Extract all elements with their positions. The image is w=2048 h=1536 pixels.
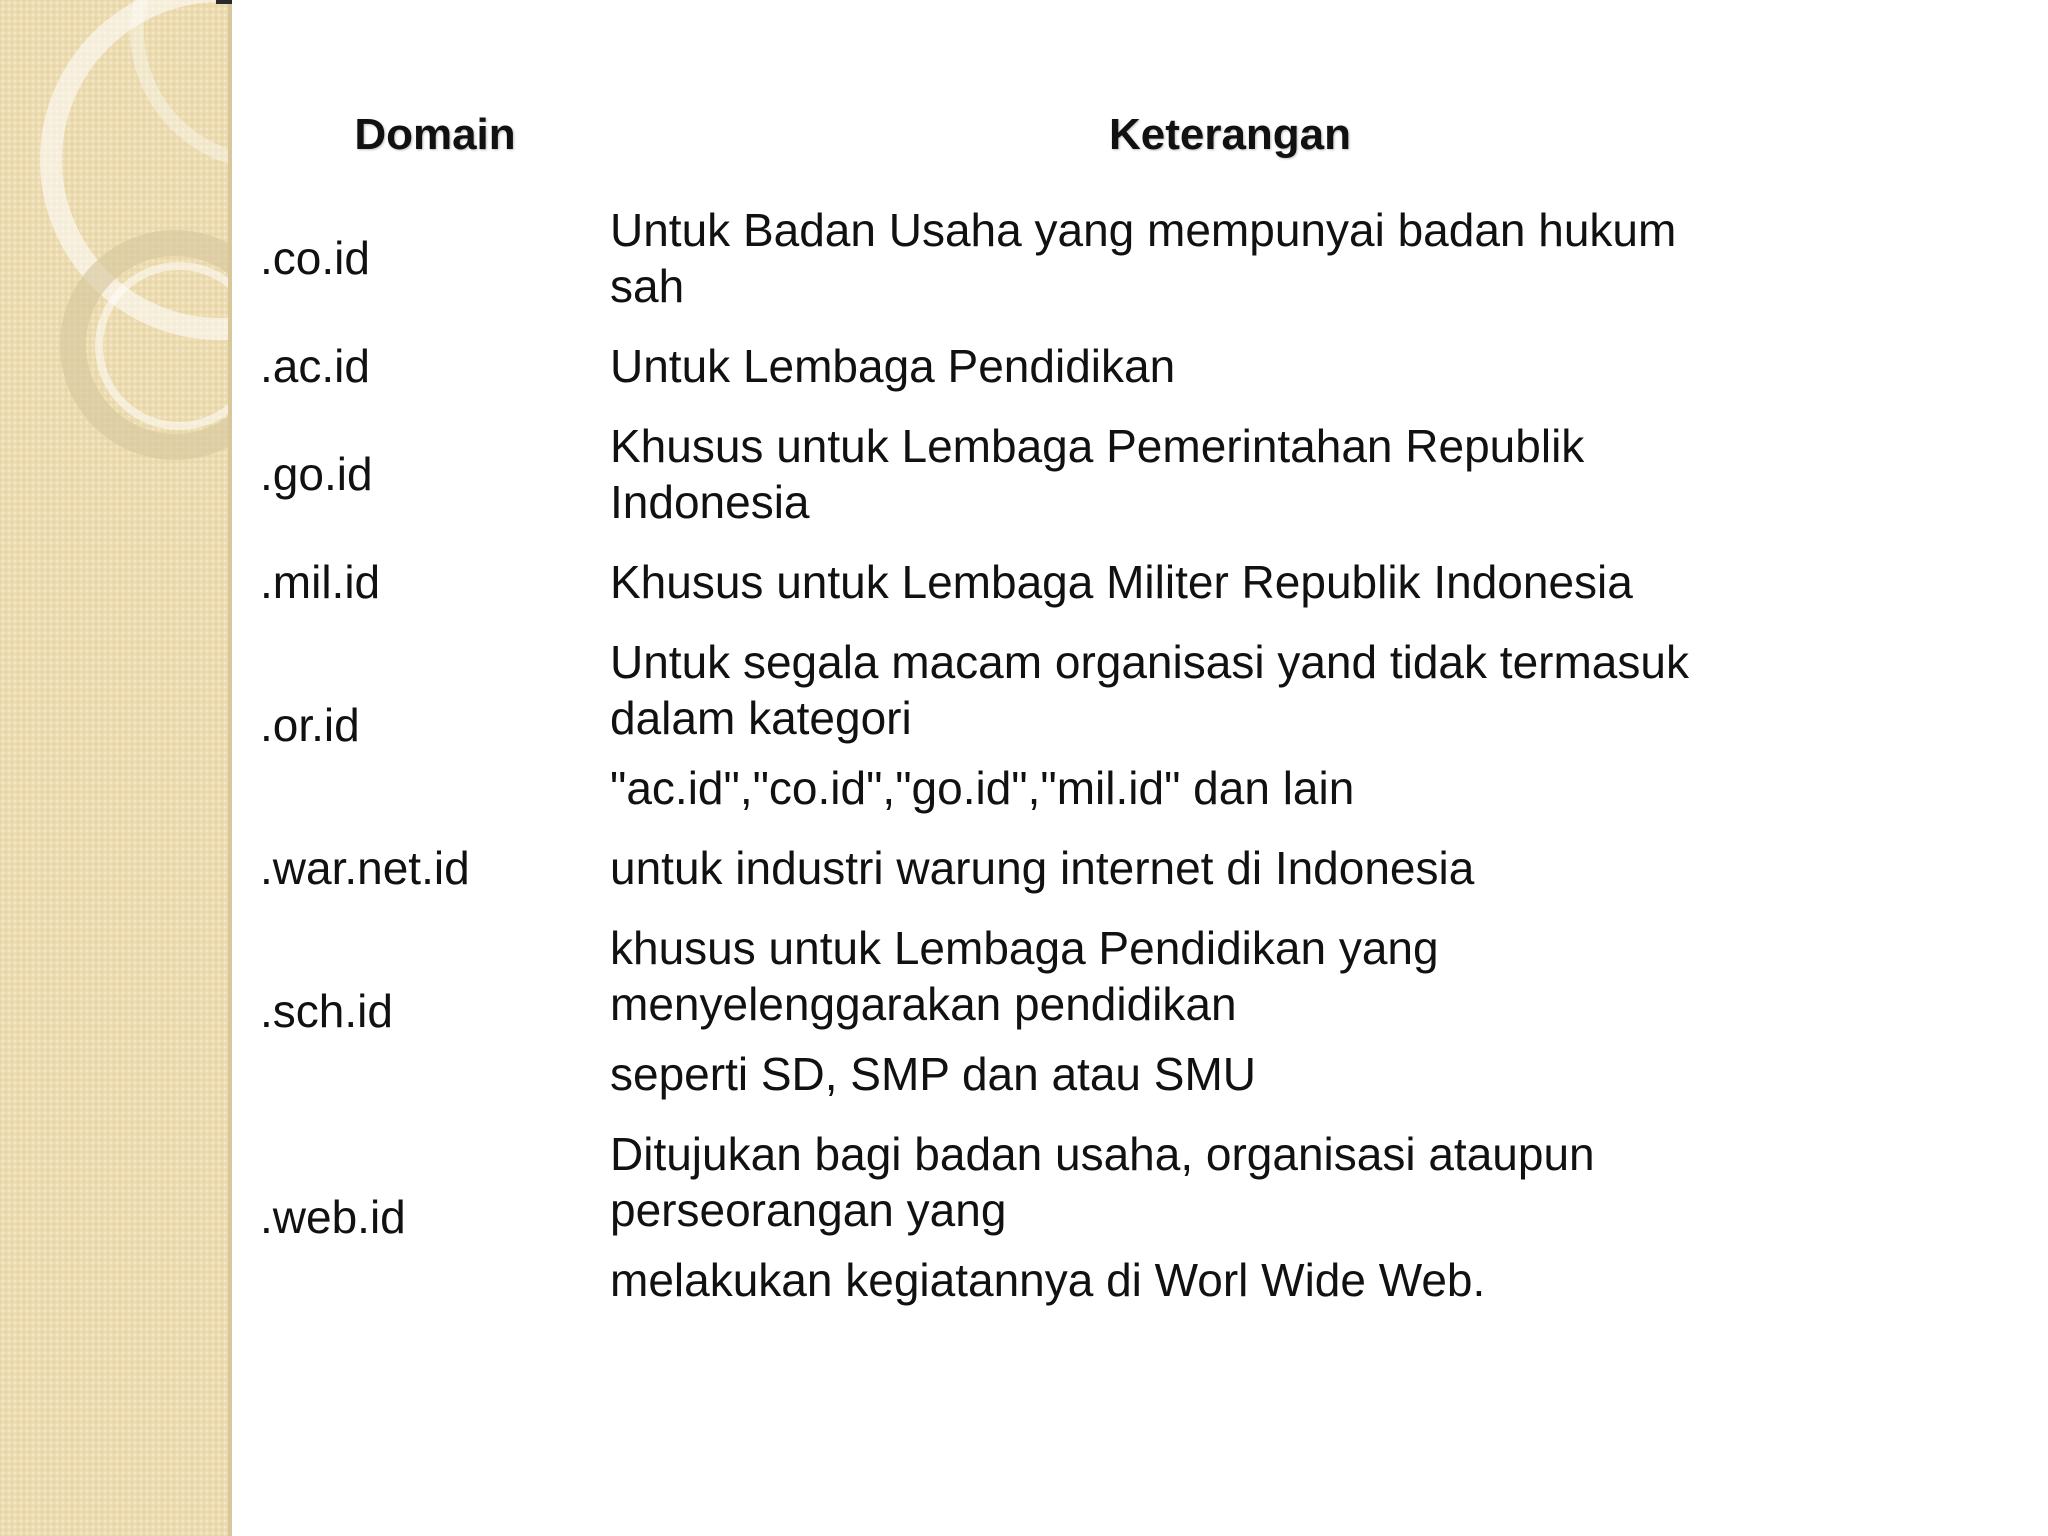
description-cell — [610, 908, 1850, 1114]
description-cell — [610, 190, 1850, 326]
table-row — [260, 828, 1850, 908]
header-domain: Domain — [354, 110, 516, 159]
description-cell — [610, 828, 1850, 908]
description-line: khusus untuk Lembaga Pendidikan yang — [610, 922, 1439, 974]
description-line: seperti SD, SMP dan atau SMU — [610, 1048, 1256, 1100]
header-description: Keterangan — [1108, 110, 1352, 159]
description-cell — [610, 1114, 1850, 1320]
description-line: dalam kategori — [610, 692, 912, 744]
domain-cell: .co.id — [260, 232, 370, 284]
description-cell — [610, 406, 1850, 542]
description-line: Khusus untuk Lembaga Pemerintahan Republik — [610, 420, 1585, 472]
side-panel-edge — [228, 0, 232, 1536]
domain-cell: .sch.id — [260, 985, 393, 1037]
domain-cell: .mil.id — [260, 556, 381, 608]
decorative-side-panel — [0, 0, 228, 1536]
domain-cell: .war.net.id — [260, 842, 470, 894]
domain-cell: .web.id — [260, 1191, 406, 1243]
description-cell — [610, 542, 1850, 622]
slide-content — [260, 110, 1860, 1320]
table-row — [260, 908, 1850, 1114]
description-line: Indonesia — [610, 476, 810, 528]
description-line: melakukan kegiatannya di Worl Wide Web. — [610, 1254, 1486, 1306]
table-row — [260, 326, 1850, 406]
domain-table — [260, 110, 1850, 1320]
description-cell — [610, 326, 1850, 406]
table-row — [260, 406, 1850, 542]
description-line: Untuk Badan Usaha yang mempunyai badan hukum — [610, 204, 1677, 256]
domain-cell: .go.id — [260, 448, 373, 500]
description-line: Untuk Lembaga Pendidikan — [610, 340, 1176, 392]
description-line: perseorangan yang — [610, 1184, 1007, 1236]
domain-cell: .ac.id — [260, 340, 370, 392]
description-line: "ac.id","co.id","go.id","mil.id" dan lain — [610, 762, 1355, 814]
description-line: Ditujukan bagi badan usaha, organisasi ataupun — [610, 1128, 1595, 1180]
description-line: Untuk segala macam organisasi yand tidak termasuk — [610, 636, 1689, 688]
description-line: sah — [610, 260, 685, 312]
domain-cell: .or.id — [260, 699, 360, 751]
table-row — [260, 190, 1850, 326]
table-row — [260, 1114, 1850, 1320]
description-line: menyelenggarakan pendidikan — [610, 978, 1237, 1030]
description-line: Khusus untuk Lembaga Militer Republik Indonesia — [610, 556, 1633, 608]
description-line: untuk industri warung internet di Indonesia — [610, 842, 1475, 894]
table-row — [260, 542, 1850, 622]
table-row — [260, 622, 1850, 828]
description-cell — [610, 622, 1850, 828]
corner-mark — [216, 0, 232, 4]
table-header-row — [260, 110, 1850, 190]
